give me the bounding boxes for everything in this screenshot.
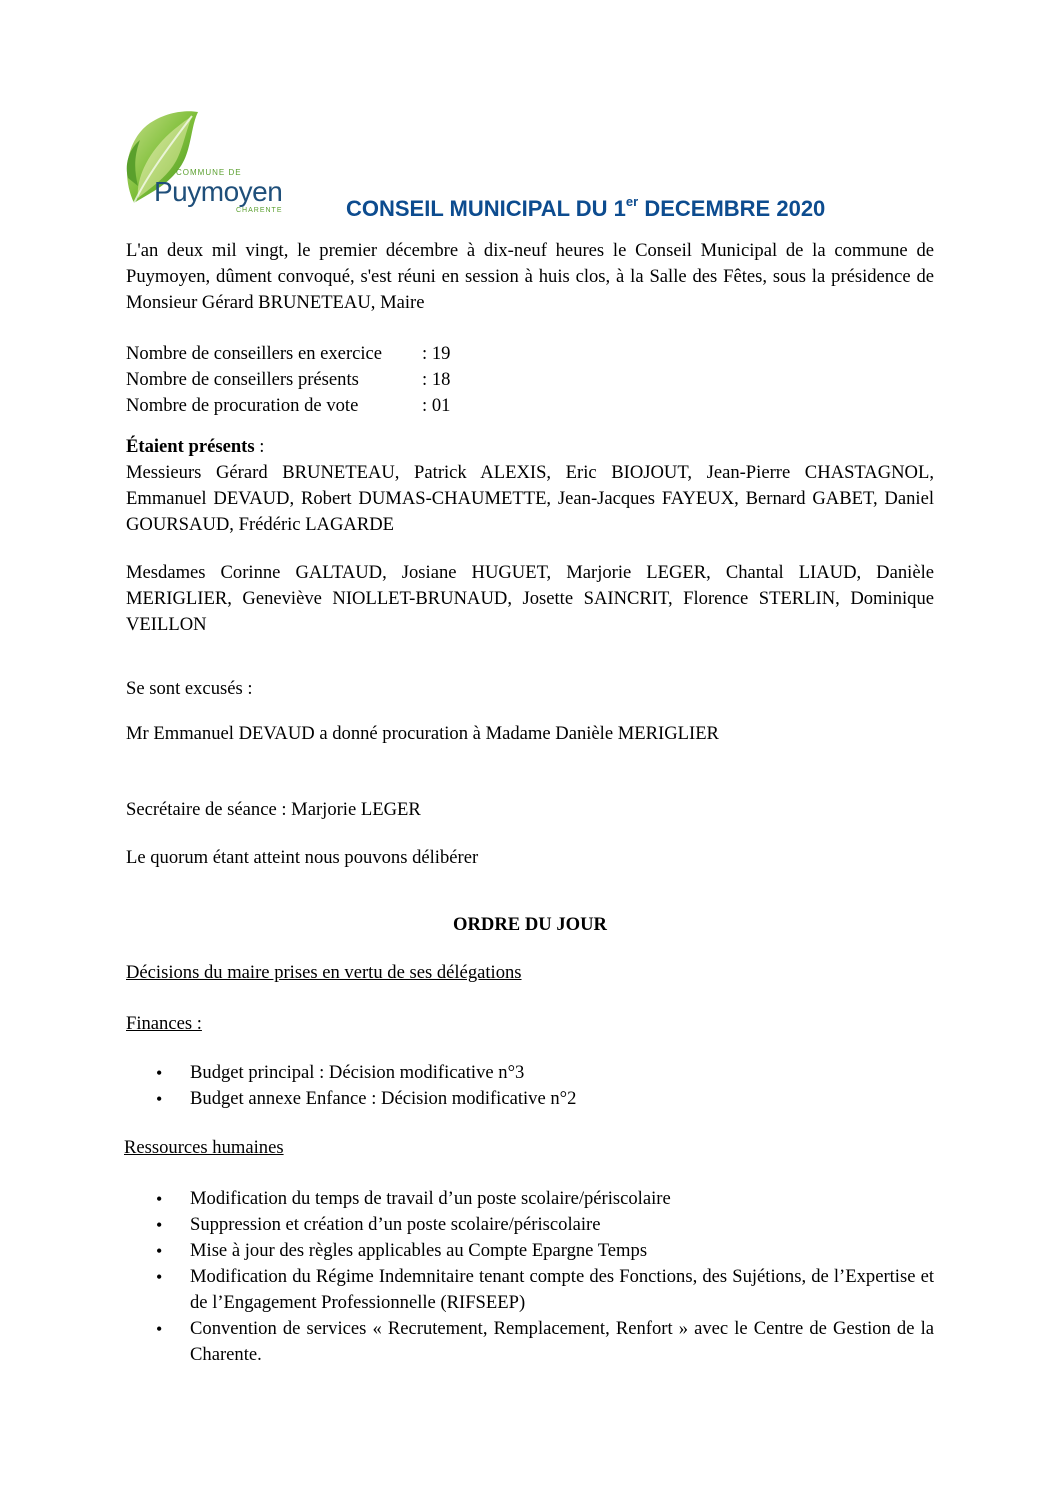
- logo-region-text: CHARENTE: [236, 207, 283, 214]
- stat-label: Nombre de conseillers présents: [126, 369, 359, 390]
- title-superscript: er: [625, 194, 639, 209]
- list-item: • Modification du Régime Indemnitaire tenant compte des Fonctions, des Sujétions, de l’Expertise et de l’Engagement Professionnelle (RIFSEEP): [126, 1264, 934, 1316]
- hr-list: [126, 1186, 934, 1368]
- logo-name-text: Puymoyen: [154, 176, 283, 207]
- agenda-decisions-text: Décisions du maire prises en vertu de ses délégations: [126, 962, 522, 983]
- stat-row: [126, 367, 934, 393]
- finances-list: [126, 1060, 934, 1112]
- list-item: • Mise à jour des règles applicables au Compte Epargne Temps: [126, 1238, 934, 1264]
- stat-label: Nombre de procuration de vote: [126, 395, 359, 416]
- list-item: • Convention de services « Recrutement, Remplacement, Renfort » avec le Centre de Gestion de la Charente.: [126, 1316, 934, 1368]
- stat-value: : 18: [422, 369, 451, 390]
- present-men-paragraph: Messieurs Gérard BRUNETEAU, Patrick ALEXIS, Eric BIOJOUT, Jean-Pierre CHASTAGNOL, Emmanuel DEVAUD, Robert DUMAS-CHAUMETTE, Jean-Jacques FAYEUX, Bernard GABET, Daniel GOURSAUD, Frédéric LAGARDE: [126, 462, 934, 535]
- stat-row: [126, 341, 934, 367]
- present-women-paragraph: Mesdames Corinne GALTAUD, Josiane HUGUET, Marjorie LEGER, Chantal LIAUD, Danièle MERIGLIER, Geneviève NIOLLET-BRUNAUD, Josette SAINCRIT, Florence STERLIN, Dominique VEILLON: [126, 562, 934, 635]
- agenda-decisions: [126, 960, 934, 986]
- excused-heading: Se sont excusés :: [126, 678, 253, 699]
- secretary-line: Secrétaire de séance : Marjorie LEGER: [126, 799, 421, 820]
- proxy-paragraph: Mr Emmanuel DEVAUD a donné procuration à Madame Danièle MERIGLIER: [126, 723, 719, 744]
- quorum-line: Le quorum étant atteint nous pouvons délibérer: [126, 847, 479, 868]
- finances-heading: [126, 1011, 934, 1037]
- list-item: • Budget principal : Décision modificative n°3: [126, 1060, 934, 1086]
- list-item: • Suppression et création d’un poste scolaire/périscolaire: [126, 1212, 934, 1238]
- logo-commune-text: COMMUNE DE: [176, 168, 242, 177]
- present-heading: [126, 434, 934, 460]
- stat-row: [126, 393, 934, 419]
- stat-value: : 19: [422, 343, 451, 364]
- stat-label: Nombre de conseillers en exercice: [126, 343, 383, 364]
- stat-value: : 01: [422, 395, 451, 416]
- hr-heading-text: Ressources humaines: [124, 1137, 284, 1158]
- title-rest: DECEMBRE 2020: [638, 196, 826, 221]
- finances-heading-text: Finances :: [126, 1013, 202, 1034]
- list-item: • Modification du temps de travail d’un poste scolaire/périscolaire: [126, 1186, 934, 1212]
- list-item: • Budget annexe Enfance : Décision modificative n°2: [126, 1086, 934, 1112]
- page-title: [346, 196, 825, 222]
- title-main: CONSEIL MUNICIPAL DU 1: [346, 196, 626, 221]
- stats-list: [126, 341, 934, 419]
- present-heading-text: Étaient présents: [126, 436, 255, 457]
- present-heading-colon: :: [254, 436, 265, 457]
- agenda-heading: ORDRE DU JOUR: [453, 914, 607, 935]
- intro-paragraph: L'an deux mil vingt, le premier décembre à dix-neuf heures le Conseil Municipal de la commune de Puymoyen, dûment convoqué, s'est réuni en session à huis clos, à la Salle des Fêtes, sous la présidence de Monsieur Gérard BRUNETEAU, Maire: [126, 240, 934, 313]
- hr-heading: [124, 1135, 932, 1161]
